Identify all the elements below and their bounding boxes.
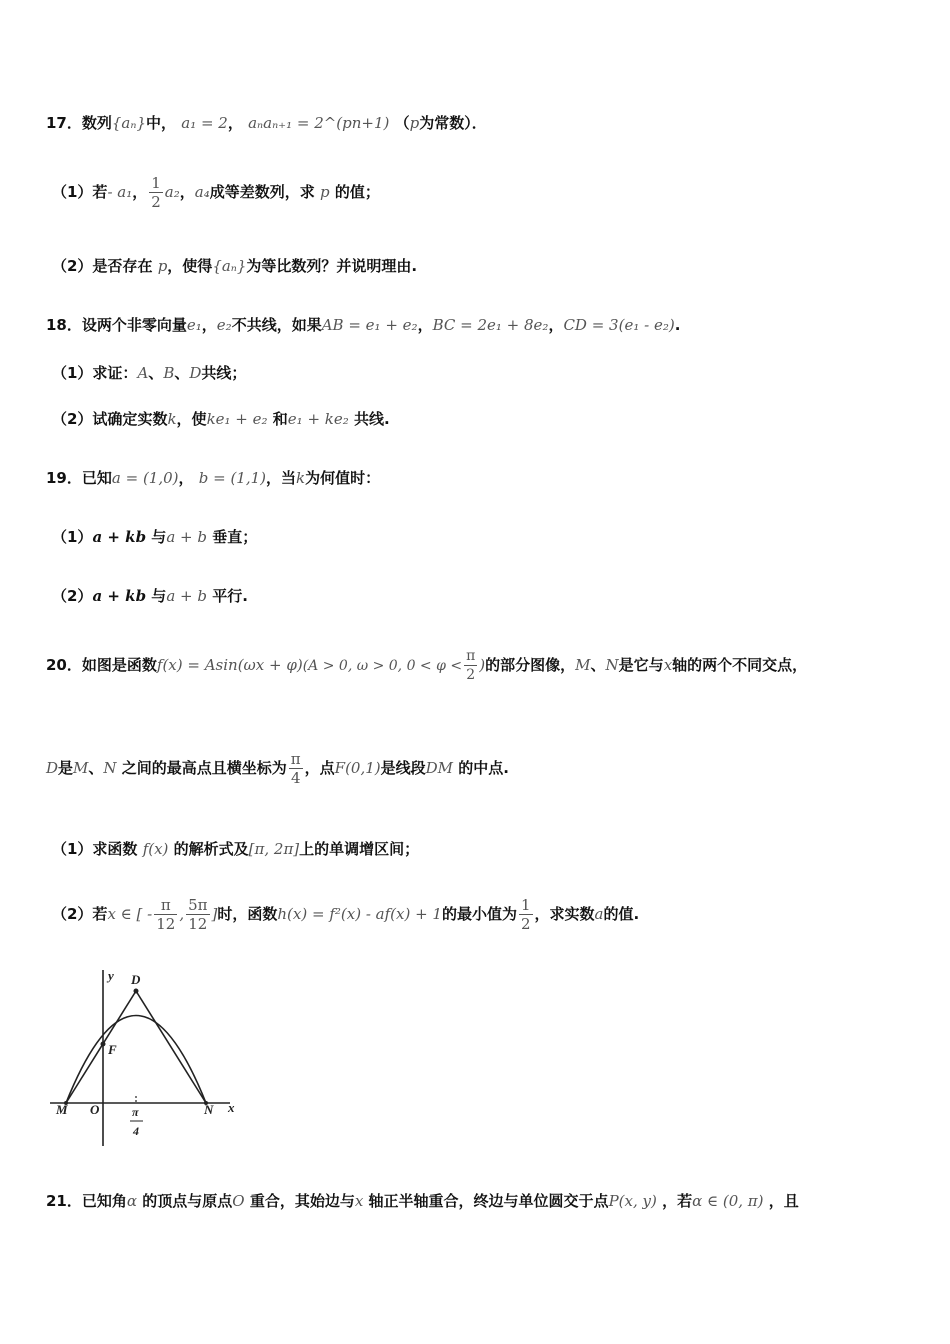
- text: 之间的最高点且横坐标为: [121, 759, 287, 777]
- math: e₂: [216, 316, 232, 334]
- math: ]: [211, 905, 218, 923]
- text: 时，函数: [217, 905, 278, 923]
- fraction-num: π: [290, 750, 301, 768]
- text: （1）: [52, 528, 93, 546]
- math: p: [320, 183, 330, 201]
- fraction-num: 5π: [188, 896, 208, 914]
- math: a₂: [164, 183, 180, 201]
- text: 如图是函数: [81, 656, 157, 674]
- q17-line1: [46, 112, 487, 134]
- fraction-den: 2: [464, 665, 477, 684]
- text: 的顶点与原点: [142, 1192, 233, 1210]
- text: 的部分图像，: [485, 656, 576, 674]
- math: M: [73, 759, 89, 777]
- text: 、: [174, 364, 190, 382]
- text: 共线.: [354, 410, 390, 428]
- fraction-den: 12: [156, 915, 176, 933]
- text: 和: [272, 410, 288, 428]
- fraction-num: 1: [520, 896, 531, 914]
- q19-line1: [46, 467, 380, 489]
- math: O: [232, 1192, 245, 1210]
- math: b = (1,1): [198, 469, 267, 487]
- text: 的中点.: [458, 759, 509, 777]
- text: ，: [178, 469, 194, 487]
- fraction-num: 1: [151, 174, 161, 192]
- text: ，使得: [167, 257, 213, 275]
- label-y: y: [108, 968, 114, 983]
- text: （2）若: [52, 905, 108, 923]
- label-d: D: [131, 972, 141, 987]
- text: ，求实数: [534, 905, 595, 923]
- text: ，: [201, 316, 217, 334]
- text: .: [674, 316, 681, 334]
- q18-line2: [52, 362, 246, 384]
- text: 平行.: [212, 587, 248, 605]
- math: p: [157, 257, 168, 275]
- math: f(x) = Asin(ωx + φ): [156, 656, 303, 674]
- math: N: [605, 656, 619, 674]
- q20-line2: [46, 748, 509, 788]
- question-number: 19．: [46, 469, 82, 487]
- segment-dn: [136, 991, 206, 1103]
- fraction-den: 12: [186, 914, 209, 933]
- text: （1）求函数: [52, 840, 138, 858]
- text: 、: [590, 656, 606, 674]
- text: 是: [58, 759, 74, 777]
- math: BC = 2e₁ + 8e₂: [432, 316, 549, 334]
- math: a: [594, 905, 604, 923]
- label-n: N: [204, 1102, 214, 1117]
- math: a + b: [166, 528, 207, 546]
- text: 共线；: [201, 364, 247, 382]
- math: α ∈ (0, π): [692, 1192, 764, 1210]
- text: 为等比数列？并说明理由.: [246, 257, 418, 275]
- text: 中，: [146, 114, 177, 132]
- math: f(x): [142, 840, 169, 858]
- text: 重合，其始边与: [249, 1192, 355, 1210]
- math: x ∈ [ -: [107, 905, 153, 923]
- math: e₁ + ke₂: [287, 410, 349, 428]
- q21-line1: [46, 1190, 799, 1212]
- sine-curve: [66, 1016, 206, 1104]
- text: 已知角: [81, 1192, 127, 1210]
- label-f: F: [108, 1042, 117, 1057]
- math: D: [189, 364, 202, 382]
- text: ，: [227, 114, 243, 132]
- text: ，当: [266, 469, 297, 487]
- text: （2）: [52, 587, 93, 605]
- math: aₙaₙ₊₁ = 2^(pn+1): [248, 114, 390, 132]
- text: ，: [548, 316, 564, 334]
- text: ，使: [176, 410, 207, 428]
- math: M: [575, 656, 591, 674]
- text: 为常数）．: [419, 114, 487, 132]
- q17-line3: [52, 255, 417, 277]
- q20-line3: [52, 838, 419, 860]
- text: （2）是否存在: [52, 257, 153, 275]
- q19-line3: [52, 585, 248, 607]
- math: {aₙ}: [212, 257, 247, 275]
- text: 、: [148, 364, 164, 382]
- text: 的值.: [603, 905, 640, 923]
- label-o: O: [90, 1102, 100, 1117]
- math: x: [354, 1192, 364, 1210]
- text: 已知: [81, 469, 112, 487]
- function-graph-figure: [48, 966, 248, 1151]
- text: 是线段: [380, 759, 426, 777]
- math: a + b: [166, 587, 207, 605]
- text: ，: [179, 183, 195, 201]
- text: （1）若: [52, 183, 108, 201]
- text: ，: [132, 183, 148, 201]
- math: h(x) = f²(x) - af(x) + 1: [277, 905, 442, 923]
- math: D: [46, 759, 59, 777]
- text: 的最小值为: [441, 905, 517, 923]
- tick-label-den: 4: [133, 1124, 139, 1138]
- question-number: 17．: [46, 114, 82, 132]
- q18-line1: [46, 314, 680, 336]
- fraction: [154, 896, 177, 933]
- math: ,: [179, 905, 185, 923]
- q20-line4: [52, 892, 639, 936]
- text: ，点: [304, 759, 335, 777]
- math-bold: a + kb: [92, 587, 147, 605]
- fraction: [289, 750, 303, 787]
- math: N: [103, 759, 117, 777]
- text: ，若: [662, 1192, 693, 1210]
- text: ，: [417, 316, 433, 334]
- text: 不共线，如果: [231, 316, 322, 334]
- text: 的解析式及: [173, 840, 249, 858]
- math: a₁ = 2: [181, 114, 228, 132]
- fraction: [464, 647, 477, 684]
- math: e₁: [186, 316, 202, 334]
- math: p: [409, 114, 420, 132]
- fraction-num: π: [160, 896, 171, 914]
- math: AB = e₁ + e₂: [321, 316, 418, 334]
- q17-line2: [52, 172, 380, 212]
- text: 设两个非零向量: [81, 316, 187, 334]
- text: ，且: [768, 1192, 799, 1210]
- math: [π, 2π]: [248, 840, 300, 858]
- text: （1）求证：: [52, 364, 138, 382]
- math: ke₁ + e₂: [206, 410, 268, 428]
- fraction-den: 2: [520, 915, 531, 933]
- question-number: 21．: [46, 1192, 82, 1210]
- q20-line1: [46, 645, 807, 686]
- fraction-den: 2: [151, 193, 161, 211]
- math: x: [663, 656, 673, 674]
- text: （2）试确定实数: [52, 410, 168, 428]
- fraction: [186, 896, 209, 933]
- fraction: [519, 896, 533, 933]
- math: DM: [425, 759, 454, 777]
- fraction: [149, 174, 163, 211]
- text: 是它与: [618, 656, 664, 674]
- math-bold: a + kb: [92, 528, 147, 546]
- text: （: [394, 114, 410, 132]
- math: α: [126, 1192, 138, 1210]
- math: {aₙ}: [111, 114, 146, 132]
- text: 垂直；: [212, 528, 258, 546]
- math: F(0,1): [334, 759, 381, 777]
- question-number: 18．: [46, 316, 82, 334]
- text: 上的单调增区间；: [299, 840, 420, 858]
- question-number: 20．: [46, 656, 82, 674]
- segment-md: [66, 991, 136, 1103]
- text: 与: [151, 587, 167, 605]
- q19-line2: [52, 526, 257, 548]
- tick-label-num: π: [132, 1105, 139, 1119]
- text: 轴的两个不同交点，: [672, 656, 808, 674]
- math: a = (1,0): [111, 469, 179, 487]
- fraction-num: π: [466, 648, 476, 664]
- text: 数列: [81, 114, 112, 132]
- q18-line3: [52, 408, 390, 430]
- point-d: [134, 989, 139, 994]
- label-x: x: [228, 1100, 235, 1115]
- label-m: M: [56, 1102, 68, 1117]
- math: (A > 0, ω > 0, 0 < φ <: [302, 658, 463, 674]
- math: k: [296, 469, 306, 487]
- text: 轴正半轴重合，终边与单位圆交于点: [368, 1192, 609, 1210]
- point-f: [101, 1042, 106, 1047]
- text: 成等差数列，求: [209, 183, 315, 201]
- math: P(x, y): [608, 1192, 657, 1210]
- fraction-den: 4: [289, 768, 303, 787]
- text: 的值；: [334, 183, 380, 201]
- math: B: [163, 364, 175, 382]
- math: A: [137, 364, 149, 382]
- text: 与: [151, 528, 167, 546]
- math: CD = 3(e₁ - e₂): [563, 316, 675, 334]
- math: k: [167, 410, 177, 428]
- text: 为何值时：: [305, 469, 381, 487]
- text: 、: [88, 759, 104, 777]
- math: - a₁: [107, 183, 133, 201]
- math: a₄: [194, 183, 210, 201]
- math: ): [479, 656, 486, 674]
